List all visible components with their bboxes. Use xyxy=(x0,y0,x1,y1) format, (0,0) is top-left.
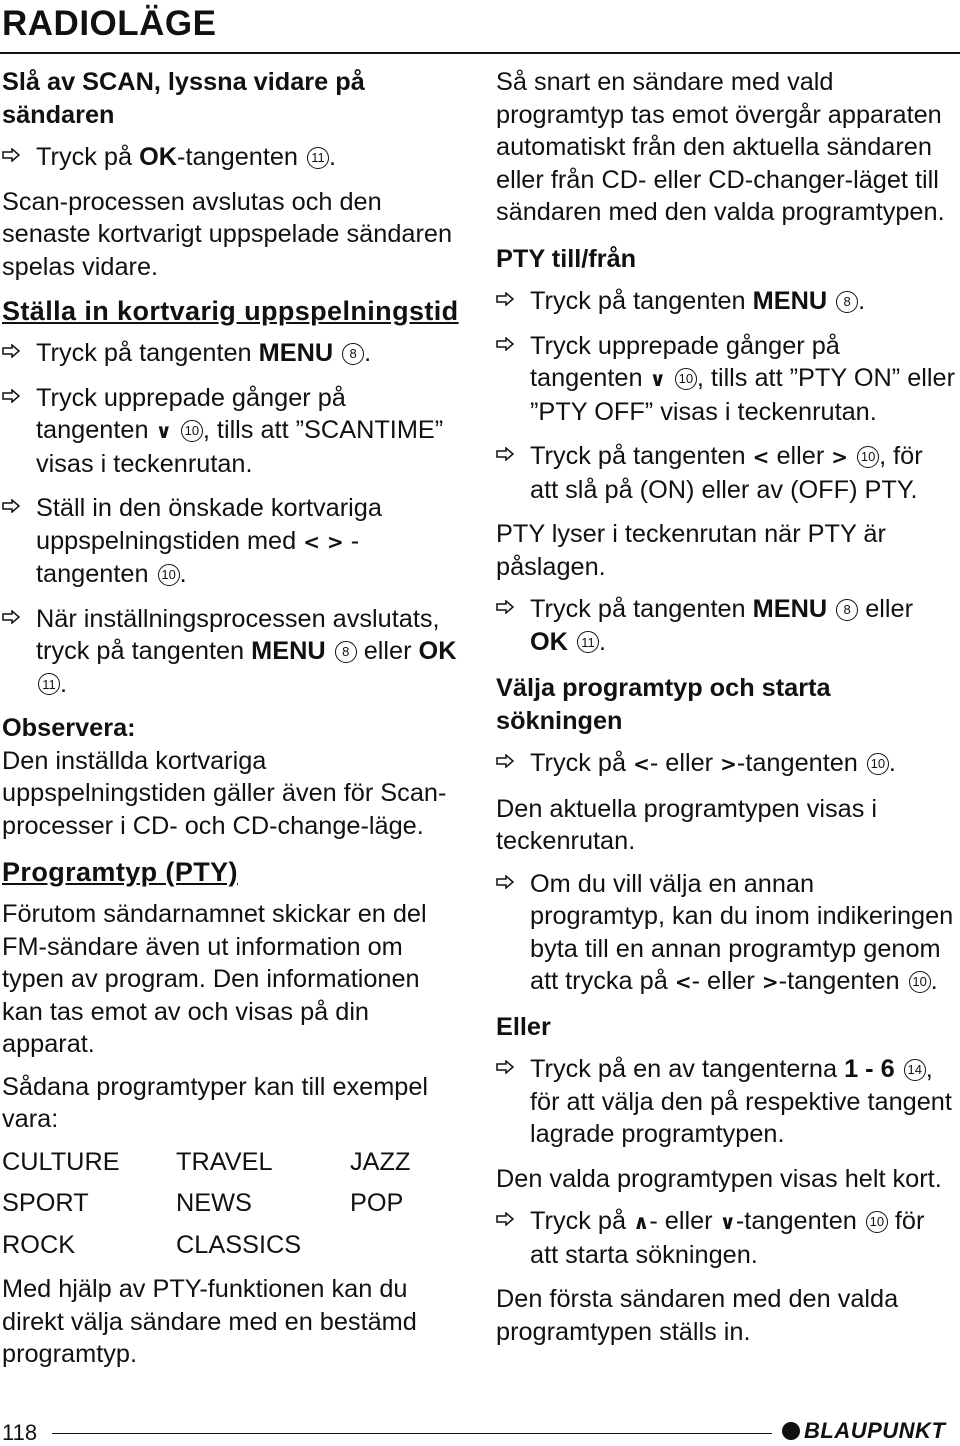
right-key-icon: > xyxy=(761,970,779,994)
pty-type: SPORT xyxy=(2,1189,89,1217)
first-station-paragraph: Den första sändaren med den valda programtypen ställs in. xyxy=(496,1285,899,1346)
pty-type: CLASSICS xyxy=(176,1230,302,1259)
key-number-badge: 10 xyxy=(158,564,180,586)
step-scantime: Tryck upprepade gånger på tangenten ∨ 10 , tills att ”SCANTIME” visas i teckenrutan. xyxy=(2,382,464,481)
arrow-icon xyxy=(496,1212,514,1226)
arrow-icon xyxy=(2,499,20,513)
left-column xyxy=(2,66,464,1381)
note-paragraph: Den inställda kortvariga uppspelningstiden gäller även för Scan-processer i CD- och CD-change-läge. xyxy=(2,746,447,840)
key-number-badge: 8 xyxy=(335,641,357,663)
heading-note: Observera: xyxy=(2,714,136,742)
left-key-icon: < xyxy=(752,445,770,469)
pty-auto-paragraph: Så snart en sändare med vald programtyp tas emot övergår apparaten automatiskt från den aktuella sändaren eller från CD- eller CD-changer-läget till sändaren med den valda programtypen. xyxy=(496,68,945,226)
pty-intro-paragraph: Förutom sändarnamnet skickar en del FM-sändare även ut information om typen av program. Den informationen kan tas emot av och visas på din apparat. xyxy=(2,900,427,1058)
pty-function-paragraph: Med hjälp av PTY-funktionen kan du direkt välja sändare med en bestämd programtyp. xyxy=(2,1275,417,1368)
heading-playback-time: Ställa in kortvarig uppspelningstid xyxy=(2,296,459,326)
right-key-icon: > xyxy=(720,752,737,776)
step-menu: Tryck på tangenten MENU 8 . xyxy=(496,285,956,318)
key-number-badge: 10 xyxy=(866,1211,888,1233)
pty-type: POP xyxy=(350,1189,404,1217)
step-change-pty: Om du vill välja en annan programtyp, kan du inom indikeringen byta till en annan programtyp genom att trycka på <- eller >-tangenten 10 . xyxy=(496,868,956,999)
arrow-icon xyxy=(496,1060,514,1074)
footer-rule xyxy=(52,1433,772,1434)
step-select-pty: Tryck på <- eller >-tangenten 10 . xyxy=(496,747,956,781)
shown-briefly-paragraph: Den valda programtypen visas helt kort. xyxy=(496,1164,942,1193)
step-pty-leftright: Tryck på tangenten < eller > 10 , för att slå på (ON) eller av (OFF) PTY. xyxy=(496,440,956,506)
step-scan-ok: Tryck på OK-tangenten 11 . xyxy=(2,141,464,174)
step-finish: När inställningsprocessen avslutats, tryck på tangenten MENU 8 eller OK 11 . xyxy=(2,603,464,701)
arrow-icon xyxy=(2,389,20,403)
arrow-icon xyxy=(496,600,514,614)
arrow-icon xyxy=(496,754,514,768)
key-number-badge: 8 xyxy=(836,599,858,621)
left-key-icon: < xyxy=(303,529,320,554)
pty-examples-intro: Sådana programtyper kan till exempel vara: xyxy=(2,1072,429,1133)
heading-pty: Programtyp (PTY) xyxy=(2,857,238,887)
step-menu-or-ok: Tryck på tangenten MENU 8 eller OK 11 . xyxy=(496,593,956,658)
key-number-badge: 14 xyxy=(904,1059,926,1081)
brand-logo: BLAUPUNKT xyxy=(782,1418,945,1444)
key-number-badge: 10 xyxy=(857,446,879,468)
pty-type: CULTURE xyxy=(2,1147,120,1176)
key-number-badge: 11 xyxy=(577,631,599,653)
right-key-icon: > xyxy=(327,529,344,554)
step-pty-toggle: Tryck upprepade gånger på tangenten ∨ 10 , tills att ”PTY ON” eller ”PTY OFF” visas i teckenrutan. xyxy=(496,330,956,429)
pty-lit-paragraph: PTY lyser i teckenrutan när PTY är påslagen. xyxy=(496,520,886,581)
step-set-time: Ställ in den önskade kortvariga uppspelningstiden med < > -tangenten 10 . xyxy=(2,492,464,591)
arrow-icon xyxy=(2,344,20,358)
step-start-search: Tryck på ∧- eller ∨-tangenten 10 för att starta sökningen. xyxy=(496,1205,956,1271)
page-title: RADIOLÄGE xyxy=(2,4,217,43)
brand-dot-icon xyxy=(782,1422,800,1440)
key-number-badge: 10 xyxy=(909,971,931,993)
title-rule xyxy=(0,52,960,54)
key-number-badge: 8 xyxy=(342,343,364,365)
key-number-badge: 11 xyxy=(38,673,60,695)
heading-select-pty: Välja programtyp och starta sökningen xyxy=(496,674,831,735)
step-menu: Tryck på tangenten MENU 8 . xyxy=(2,337,464,370)
step-preset-keys: Tryck på en av tangenterna 1 - 6 14 , för att välja den på respektive tangent lagrade programtypen. xyxy=(496,1053,956,1151)
pty-type: ROCK xyxy=(2,1230,76,1259)
heading-pty-onoff: PTY till/från xyxy=(496,244,637,273)
arrow-icon xyxy=(496,447,514,461)
key-number-badge: 8 xyxy=(836,291,858,313)
left-key-icon: < xyxy=(633,752,650,776)
down-key-icon: ∨ xyxy=(155,419,172,443)
key-number-badge: 11 xyxy=(307,147,329,169)
left-key-icon: < xyxy=(674,970,692,994)
heading-scan-off: Slå av SCAN, lyssna vidare på sändaren xyxy=(2,68,365,129)
arrow-icon xyxy=(496,875,514,889)
pty-type: JAZZ xyxy=(350,1147,411,1176)
key-number-badge: 10 xyxy=(181,420,203,442)
arrow-icon xyxy=(2,148,20,162)
pty-types-table xyxy=(2,1146,464,1262)
right-column xyxy=(496,66,956,1358)
pty-type: NEWS xyxy=(176,1189,252,1217)
arrow-icon xyxy=(496,292,514,306)
page-number: 118 xyxy=(2,1420,38,1445)
key-number-badge: 10 xyxy=(675,368,697,390)
right-key-icon: > xyxy=(831,445,849,469)
pty-type xyxy=(350,1229,460,1262)
arrow-icon xyxy=(2,610,20,624)
up-key-icon: ∧ xyxy=(633,1210,650,1234)
down-key-icon: ∨ xyxy=(719,1210,736,1234)
key-number-badge: 10 xyxy=(867,753,889,775)
pty-type: TRAVEL xyxy=(176,1147,273,1176)
arrow-icon xyxy=(496,337,514,351)
heading-or: Eller xyxy=(496,1012,551,1041)
down-key-icon: ∨ xyxy=(649,367,666,391)
current-pty-paragraph: Den aktuella programtypen visas i teckenrutan. xyxy=(496,794,878,855)
scan-paragraph: Scan-processen avslutas och den senaste kortvarigt uppspelade sändaren spelas vidare. xyxy=(2,187,453,281)
